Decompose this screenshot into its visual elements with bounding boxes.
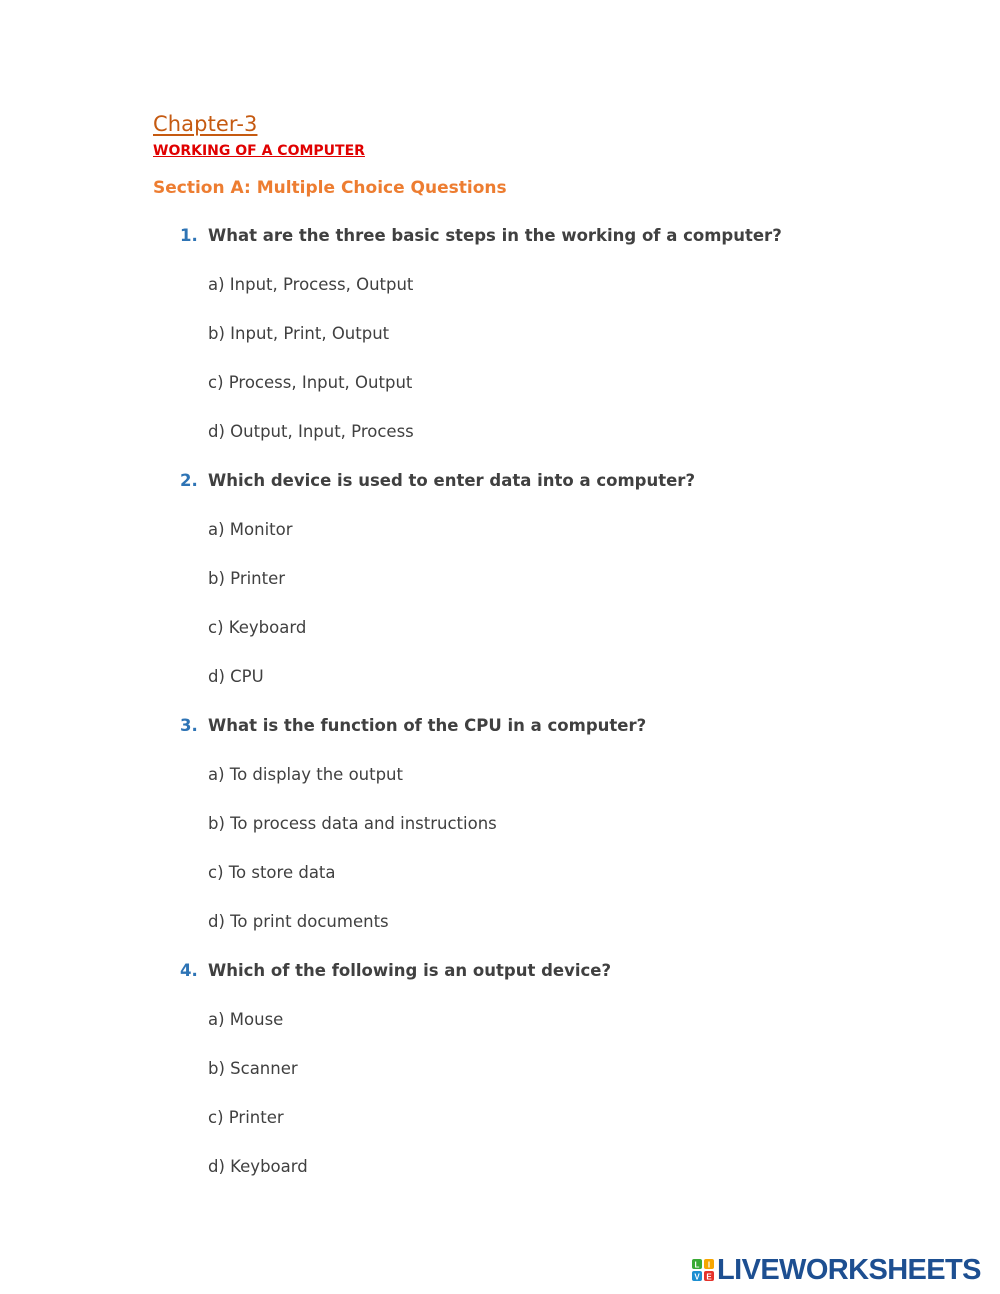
section-heading: Section A: Multiple Choice Questions [153, 178, 507, 198]
svg-text:L: L [694, 1260, 700, 1270]
brand-name: LIVEWORKSHEETS [717, 1254, 981, 1286]
answer-option-a[interactable]: a) To display the output [208, 765, 403, 784]
chapter-subtitle: WORKING OF A COMPUTER [153, 143, 365, 159]
answer-option-a[interactable]: a) Input, Process, Output [208, 275, 414, 294]
answer-option-d[interactable]: d) Output, Input, Process [208, 422, 414, 441]
question-text: Which device is used to enter data into a computer? [208, 471, 696, 490]
answer-option-b[interactable]: b) To process data and instructions [208, 814, 497, 833]
chapter-title: Chapter-3 [153, 112, 258, 136]
question-text: What are the three basic steps in the working of a computer? [208, 226, 782, 245]
answer-option-b[interactable]: b) Printer [208, 569, 286, 588]
liveworksheets-logo-icon [692, 1259, 714, 1281]
answer-option-c[interactable]: c) To store data [208, 863, 336, 882]
answer-option-b[interactable]: b) Input, Print, Output [208, 324, 390, 343]
question-number: 3. [180, 716, 198, 735]
answer-option-d[interactable]: d) To print documents [208, 912, 389, 931]
svg-text:V: V [694, 1272, 700, 1281]
question-text: Which of the following is an output device? [208, 961, 612, 980]
answer-option-c[interactable]: c) Keyboard [208, 618, 307, 637]
svg-text:I: I [707, 1260, 711, 1270]
question-text: What is the function of the CPU in a computer? [208, 716, 647, 735]
question-number: 2. [180, 471, 198, 490]
answer-option-d[interactable]: d) Keyboard [208, 1157, 308, 1176]
answer-option-a[interactable]: a) Mouse [208, 1010, 284, 1029]
answer-option-c[interactable]: c) Printer [208, 1108, 284, 1127]
answer-option-c[interactable]: c) Process, Input, Output [208, 373, 413, 392]
answer-option-d[interactable]: d) CPU [208, 667, 264, 686]
liveworksheets-brand[interactable] [692, 1255, 981, 1285]
svg-text:E: E [706, 1272, 712, 1281]
question-number: 4. [180, 961, 198, 980]
answer-option-b[interactable]: b) Scanner [208, 1059, 298, 1078]
question-number: 1. [180, 226, 198, 245]
answer-option-a[interactable]: a) Monitor [208, 520, 293, 539]
